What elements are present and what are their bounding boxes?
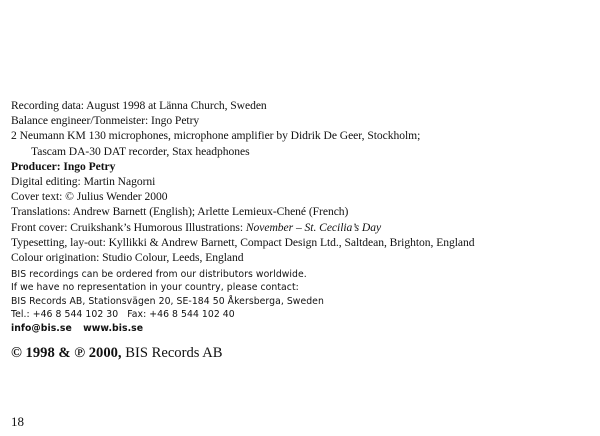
producer: Producer: Ingo Petry (11, 159, 116, 173)
credits-block (11, 98, 596, 265)
digital-editing: Digital editing: Martin Nagorni (11, 175, 156, 189)
company-address: BIS Records AB, Stationsvägen 20, SE-184 50 Åkersberga, Sweden (11, 295, 324, 307)
equipment-line-1: 2 Neumann KM 130 microphones, microphone amplifier by Didrik De Geer, Stockholm; (11, 129, 421, 143)
phone-fax: Tel.: +46 8 544 102 30 Fax: +46 8 544 102 40 (11, 309, 235, 321)
page-number: 18 (11, 414, 24, 429)
copyright-years: © 1998 & ℗ 2000, (11, 345, 122, 361)
email-link[interactable]: info@bis.se (11, 322, 72, 334)
colour-origination: Colour origination: Studio Colour, Leeds, England (11, 251, 244, 265)
front-cover-prefix: Front cover: Cruikshank’s Humorous Illustrations: (11, 220, 246, 234)
contact-links (11, 322, 596, 335)
balance-engineer: Balance engineer/Tonmeister: Ingo Petry (11, 114, 200, 128)
ordering-info (11, 268, 596, 335)
front-cover (11, 220, 596, 235)
website-link[interactable]: www.bis.se (83, 322, 144, 334)
recording-data: Recording data: August 1998 at Länna Church, Sweden (11, 99, 267, 112)
ordering-line-1: BIS recordings can be ordered from our distributors worldwide. (11, 269, 307, 280)
copyright-line (11, 344, 223, 362)
equipment-line-2: Tascam DA-30 DAT recorder, Stax headphones (31, 144, 250, 158)
typesetting: Typesetting, lay-out: Kyllikki & Andrew Barnett, Compact Design Ltd., Saltdean, Brighton, England (11, 235, 475, 249)
ordering-line-2: If we have no representation in your country, please contact: (11, 282, 299, 294)
front-cover-title: November – St. Cecilia’s Day (245, 220, 382, 234)
copyright-label: BIS Records AB (125, 345, 223, 361)
translations: Translations: Andrew Barnett (English); Arlette Lemieux-Chené (French) (11, 205, 349, 219)
cover-text: Cover text: © Julius Wender 2000 (11, 190, 168, 204)
